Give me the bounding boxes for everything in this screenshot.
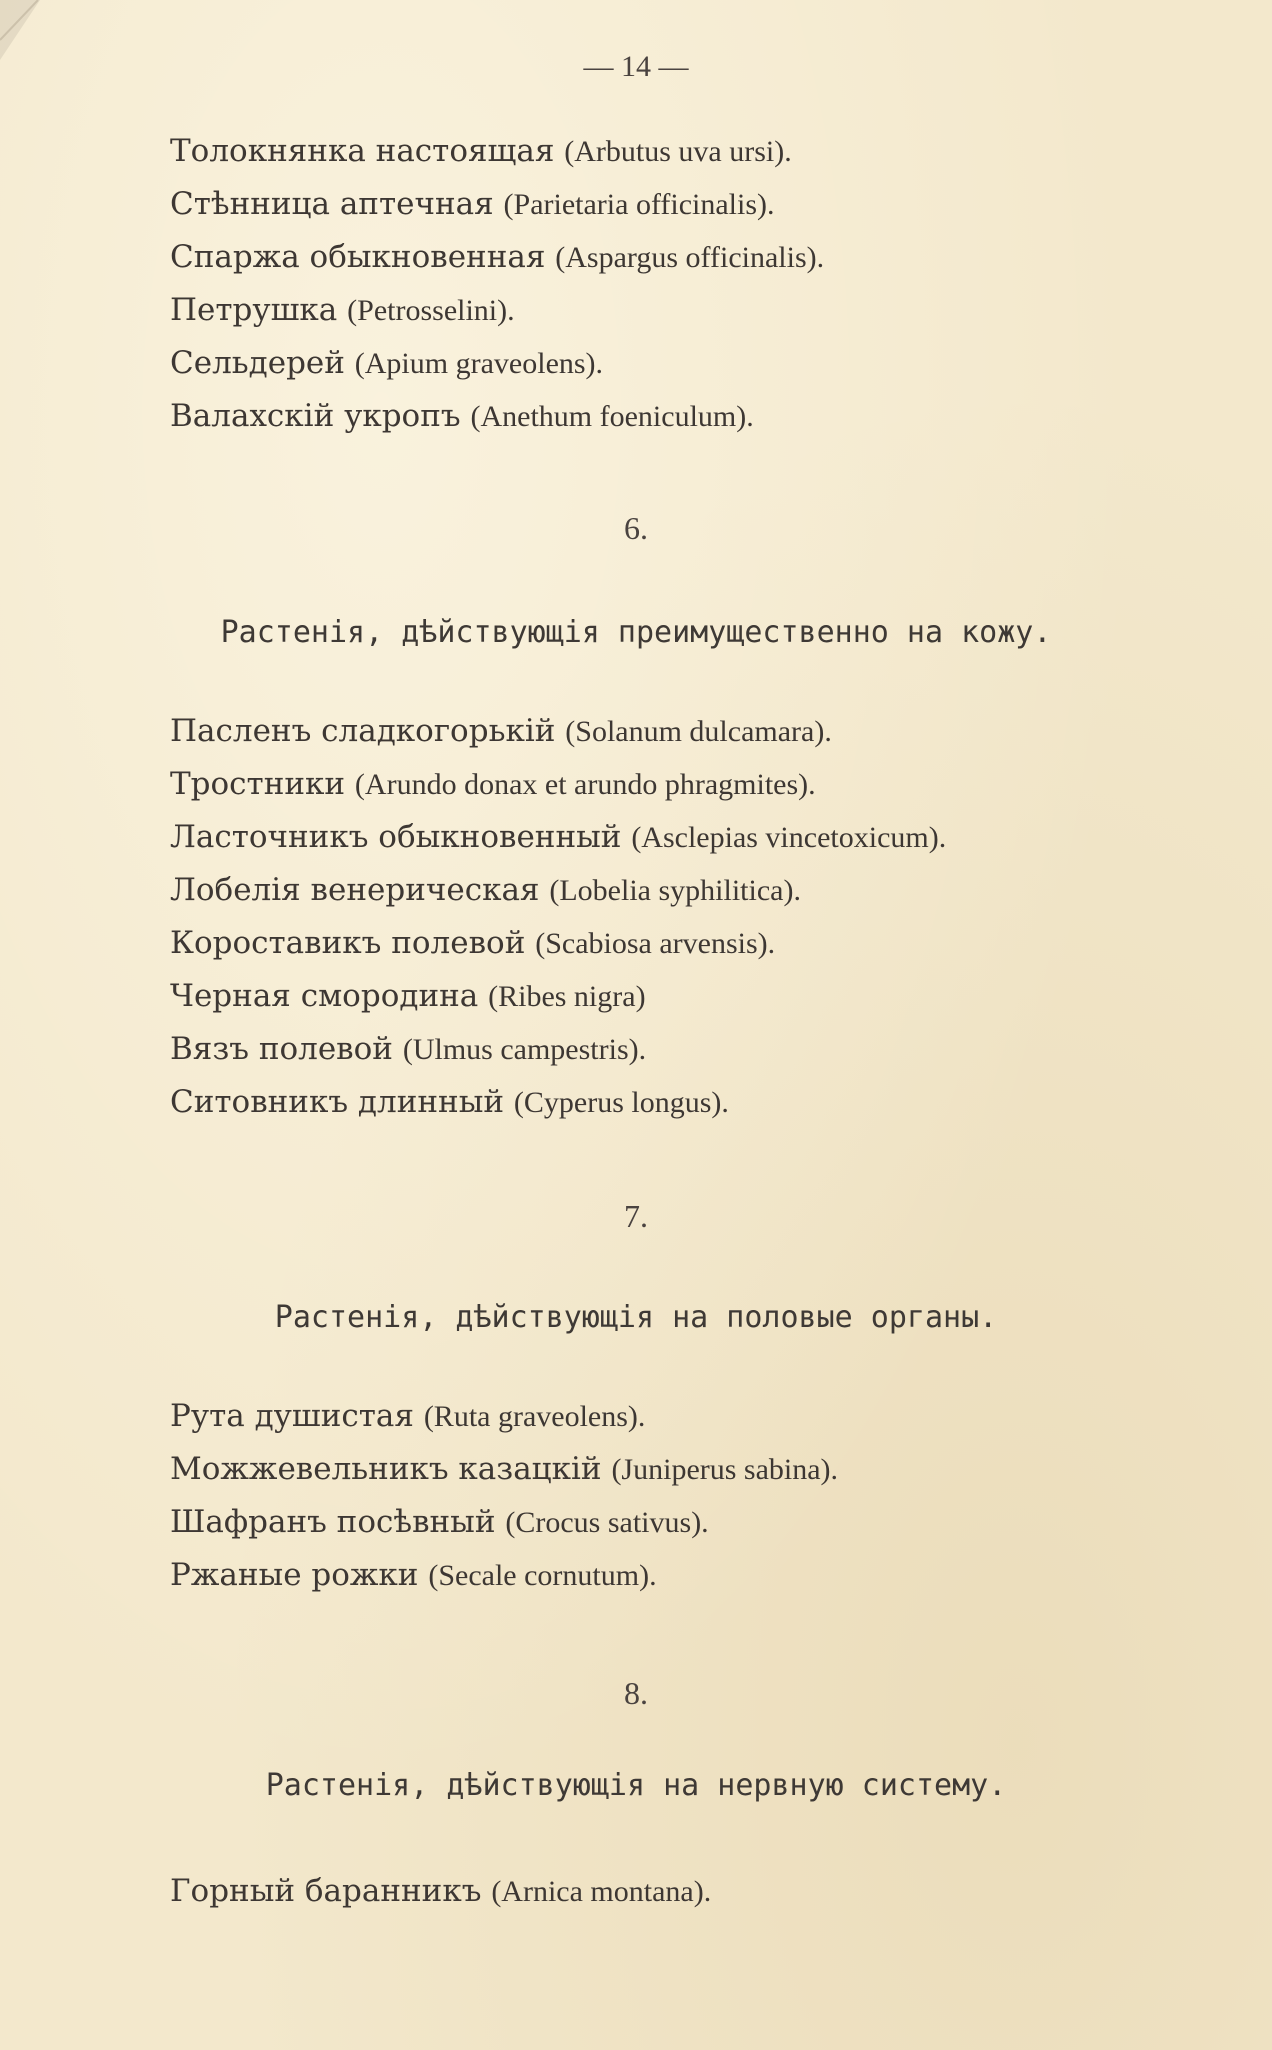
list-item — [170, 758, 946, 811]
latin-name: (Juniperus sabina). — [611, 1453, 839, 1486]
russian-name: Пасленъ сладкогорькій — [170, 713, 556, 749]
list-item — [170, 811, 946, 864]
list-item — [170, 705, 946, 758]
russian-name: Стѣнница аптечная — [170, 186, 494, 222]
russian-name: Ласточникъ обыкновенный — [170, 819, 622, 855]
russian-name: Вязъ полевой — [170, 1031, 393, 1067]
latin-name: (Petrosselini). — [347, 294, 515, 327]
page-number: — 14 — — [583, 50, 689, 83]
latin-name: (Parietaria officinalis). — [503, 188, 775, 221]
section-list — [170, 1390, 838, 1602]
list-item — [170, 1496, 838, 1549]
list-item — [170, 1865, 711, 1918]
latin-name: (Arundo donax et arundo phragmites). — [354, 768, 816, 801]
section-number: 7. — [624, 1198, 648, 1234]
latin-name: (Ruta graveolens). — [423, 1400, 646, 1433]
latin-name: (Lobelia syphilitica). — [549, 874, 801, 907]
russian-name: Черная смородина — [170, 978, 479, 1014]
latin-name: (Asclepias vincetoxicum). — [631, 821, 947, 854]
russian-name: Спаржа обыкновенная — [170, 239, 546, 275]
russian-name: Рута душистая — [170, 1398, 414, 1434]
section-heading: Растенія, дѣйствующія преимущественно на кожу. — [220, 615, 1052, 650]
russian-name: Шафранъ посѣвный — [170, 1504, 496, 1540]
russian-name: Валахскій укропъ — [170, 398, 461, 434]
section-number: 8. — [624, 1675, 648, 1711]
list-item — [170, 970, 946, 1023]
list-item — [170, 1390, 838, 1443]
russian-name: Сельдерей — [170, 345, 345, 381]
russian-name: Можжевельникъ казацкій — [170, 1451, 602, 1487]
list-item — [170, 917, 946, 970]
latin-name: (Arnica montana). — [491, 1875, 712, 1908]
latin-name: (Ulmus campestris). — [402, 1033, 647, 1066]
russian-name: Ржаные рожки — [170, 1557, 419, 1593]
list-item — [170, 1549, 838, 1602]
latin-name: (Aspargus officinalis). — [555, 241, 825, 274]
list-item — [170, 1443, 838, 1496]
section-list — [170, 1865, 711, 1918]
list-item — [170, 178, 824, 231]
list-item — [170, 231, 824, 284]
list-item — [170, 390, 824, 443]
latin-name: (Cyperus longus). — [513, 1086, 729, 1119]
section-heading: Растенія, дѣйствующія на половые органы. — [274, 1300, 998, 1335]
latin-name: (Ribes nigra) — [488, 980, 646, 1013]
list-item — [170, 337, 824, 390]
list-item — [170, 125, 824, 178]
list-item — [170, 284, 824, 337]
list-item — [170, 1023, 946, 1076]
russian-name: Петрушка — [170, 292, 338, 328]
latin-name: (Apium graveolens). — [354, 347, 604, 380]
latin-name: (Crocus sativus). — [505, 1506, 709, 1539]
list-item — [170, 1076, 946, 1129]
list-item — [170, 864, 946, 917]
russian-name: Ситовникъ длинный — [170, 1084, 505, 1120]
russian-name: Лобелія венерическая — [170, 872, 540, 908]
russian-name: Короставикъ полевой — [170, 925, 526, 961]
latin-name: (Secale cornutum). — [428, 1559, 657, 1592]
latin-name: (Solanum dulcamara). — [565, 715, 832, 748]
russian-name: Тростники — [170, 766, 346, 802]
latin-name: (Arbutus uva ursi). — [564, 135, 792, 168]
section-list — [170, 705, 946, 1129]
russian-name: Толокнянка настоящая — [170, 133, 555, 169]
latin-name: (Anethum foeniculum). — [470, 400, 754, 433]
continuation-list — [170, 125, 824, 443]
section-heading: Растенія, дѣйствующія на нервную систему. — [265, 1768, 1007, 1803]
section-number: 6. — [624, 510, 648, 546]
russian-name: Горный баранникъ — [170, 1873, 482, 1909]
latin-name: (Scabiosa arvensis). — [535, 927, 776, 960]
